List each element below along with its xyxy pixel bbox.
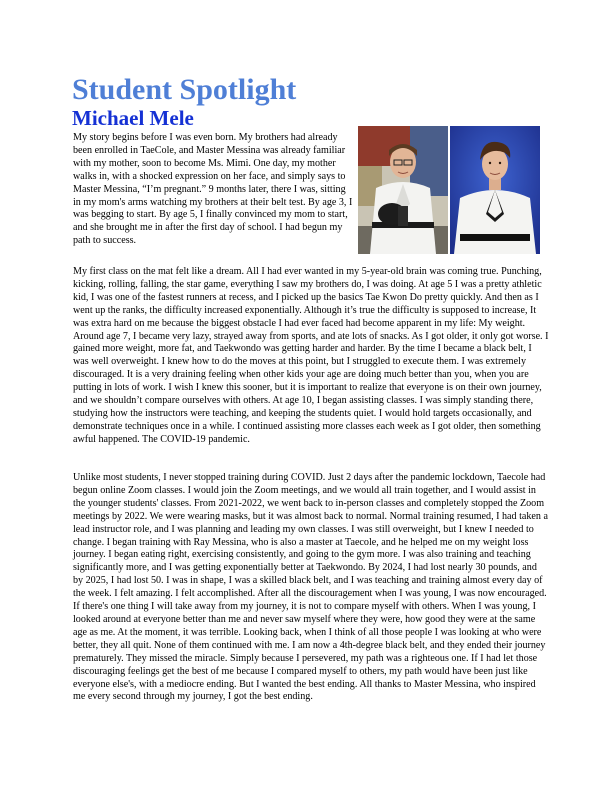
- intro-paragraph: My story begins before I was even born. My brothers had already been enrolled in TaeCole, and Master Messina was already familiar with my mother, soon to become Ms. Mimi. One day, my mother walks in, with a shocked expression on her face, and simply says to Master Messina, “I’m pregnant.” 9 months later, there I was, sitting in my mom's arms watching my brothers at their belt test. By age 3, I was begging to start. By age 5, I finally convinced my mom to start, and she brought me in after the first day of school. I had begun my path to success.: [73, 132, 353, 247]
- student-name-heading: Michael Mele: [72, 106, 194, 130]
- older-student-photo: [450, 126, 540, 254]
- first-class-paragraph: My first class on the mat felt like a dream. All I had ever wanted in my 5-year-old brain was coming true. Punching, kicking, rolling, falling, the star game, everything I saw my brothers do, I was doing. At age 5 I was a pretty athletic kid, I was one of the fastest runners at recess, and I picked up the basics Tae Kwon Do pretty quickly. And then as I went up the ranks, the difficulty increased exponentially. Although it’s true the difficulty is supposed to increase, It was extra hard on me because the biggest obstacle I had ever faced had become apparent in my life: My weight. Around age 7, I became very lazy, strayed away from sports, and ate lots of snacks. As I got older, it only got worse. I gained more weight, more fat, and Taekwondo was getting harder and harder. By the time I became a black belt, I was well overweight. I knew how to do the moves at this point, but I struggled to execute them. I was extremely discouraged. It is a very draining feeling when other kids your age are doing much better than you, when you are putting in lots of work. I wish I knew this sooner, but it is important to realize that everyone is on their own journey, and we shouldn’t compare ourselves with others. At age 10, I began assisting classes. I was simply standing there, studying how the instructors were teaching, and keeping the students quiet. I would hold targets occasionally, and demonstrate techniques once in a while. I continued assisting more classes each week as I got older, then something awful happened. The COVID-19 pandemic.: [73, 266, 549, 445]
- page-title: Student Spotlight: [72, 73, 297, 106]
- covid-paragraph: Unlike most students, I never stopped training during COVID. Just 2 days after the pandemic lockdown, Taecole had begun online Zoom classes. I would join the Zoom meetings, and we would all train together, and I would assist in the younger students' classes. From 2021-2022, we went back to in-person classes and completely stopped the Zoom meetings by 2022. We were wearing masks, but it was almost back to normal. Normal training resumed, I had taken a lead instructor role, and I was planning and leading my own classes. I was still overweight, but I knew I needed to change. I began training with Ray Messina, who is also a master at Taecole, and he helped me on my weight loss journey. I began eating right, exercising consistently, and going to the gym more. I was also training and teaching significantly more, and I was getting exponentially better at Taekwondo. By 2024, I had lost nearly 30 pounds, and by 2025, I had lost 50. I was in shape, I was a skilled black belt, and I was teaching and training almost every day of the week. I felt amazing. I felt accomplished. After all the discouragement when I was young, I was now encouraged. If there's one thing I will take away from my journey, it is not to compare myself with others. When I was young, I looked around at everyone better than me and never saw myself where they were, how good they were at the same age as me. At the moment, it was terrible. Looking back, when I think of all those people I was looking at who were better, they all quit. None of them continued with me. I am now a 4th-degree black belt, and they ended their journey prematurely. They missed the miracle. Simply because I persevered, my path was a righteous one. If I had let those discouraging feelings get the best of me because I compared myself to others, my path would have been just like everyone else's, with a mediocre ending. But I wanted the best ending. All thanks to Master Messina, who inspired me every second through my journey, I got the best ending.: [73, 472, 548, 703]
- student-photos: [358, 126, 540, 254]
- young-student-photo: [358, 126, 448, 254]
